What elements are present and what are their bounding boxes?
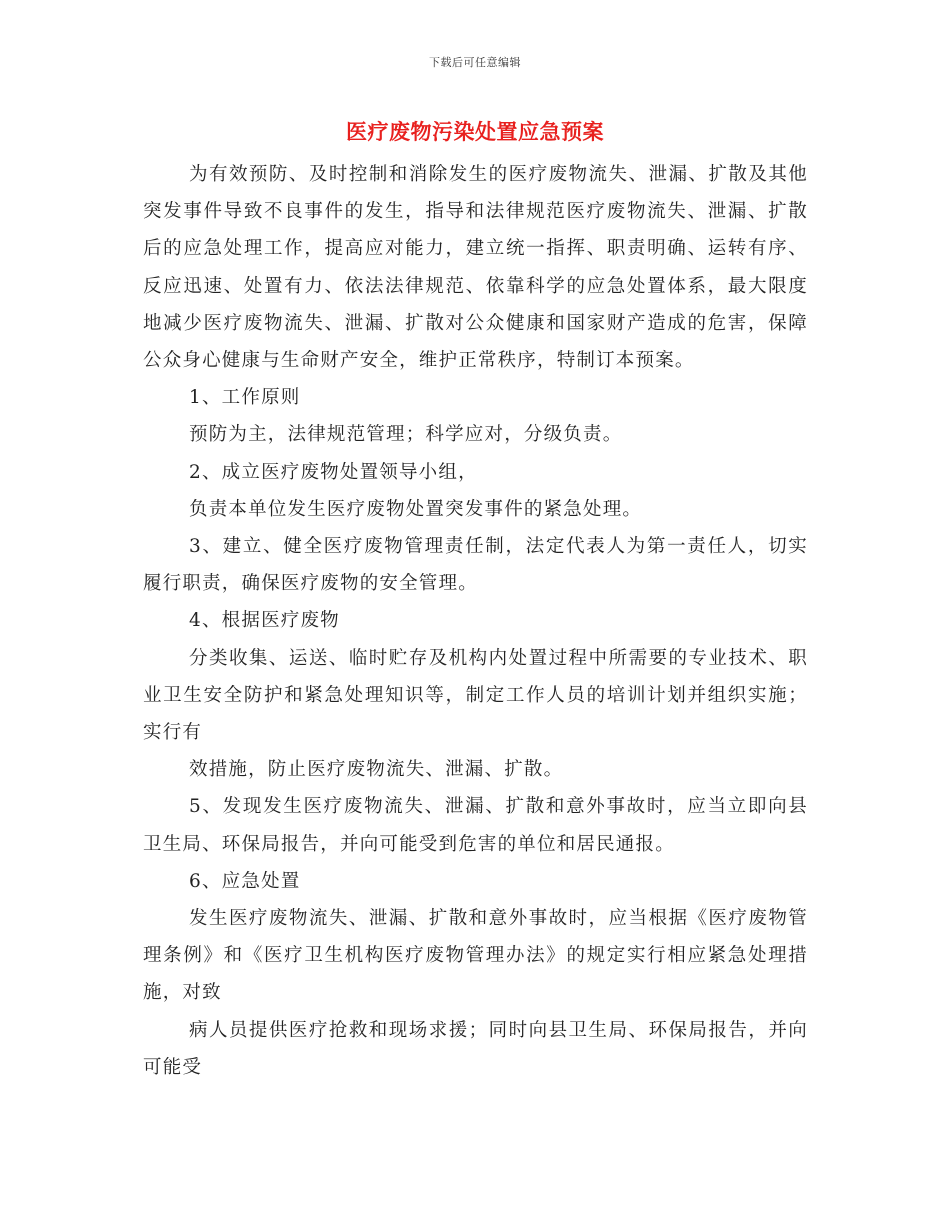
document-body [143, 156, 808, 1086]
paragraph-intro: 为有效预防、及时控制和消除发生的医疗废物流失、泄漏、扩散及其他突发事件导致不良事件的发生，指导和法律规范医疗废物流失、泄漏、扩散后的应急处理工作，提高应对能力，建立统一指挥、职责明确、运转有序、反应迅速、处置有力、依法法律规范、依靠科学的应急处置体系，最大限度地减少医疗废物流失、泄漏、扩散对公众健康和国家财产造成的危害，保障公众身心健康与生命财产安全，维护正常秩序，特制订本预案。 [143, 164, 808, 372]
paragraph: 病人员提供医疗抢救和现场求援；同时向县卫生局、环保局报告，并向可能受 [143, 1019, 808, 1078]
paragraph: 分类收集、运送、临时贮存及机构内处置过程中所需要的专业技术、职业卫生安全防护和紧急处理知识等，制定工作人员的培训计划并组织实施；实行有 [143, 647, 808, 744]
header-note: 下载后可任意编辑 [429, 56, 521, 69]
paragraph: 发生医疗废物流失、泄漏、扩散和意外事故时，应当根据《医疗废物管理条例》和《医疗卫生机构医疗废物管理办法》的规定实行相应紧急处理措施，对致 [143, 908, 808, 1004]
paragraph: 预防为主，法律规范管理；科学应对，分级负责。 [189, 424, 623, 446]
section-heading-1: 1、工作原则 [189, 387, 301, 409]
document-title: 医疗废物污染处置应急预案 [346, 119, 604, 144]
section-heading-6: 6、应急处置 [189, 870, 301, 892]
paragraph: 效措施，防止医疗废物流失、泄漏、扩散。 [189, 759, 564, 781]
section-paragraph-5: 5、发现发生医疗废物流失、泄漏、扩散和意外事故时，应当立即向县卫生局、环保局报告，并向可能受到危害的单位和居民通报。 [143, 796, 808, 855]
paragraph: 负责本单位发生医疗废物处置突发事件的紧急处理。 [189, 498, 643, 520]
section-heading-2: 2、成立医疗废物处置领导小组， [189, 461, 478, 483]
section-paragraph-3: 3、建立、健全医疗废物管理责任制，法定代表人为第一责任人，切实履行职责，确保医疗废物的安全管理。 [143, 536, 808, 595]
section-heading-4: 4、根据医疗废物 [189, 610, 340, 632]
